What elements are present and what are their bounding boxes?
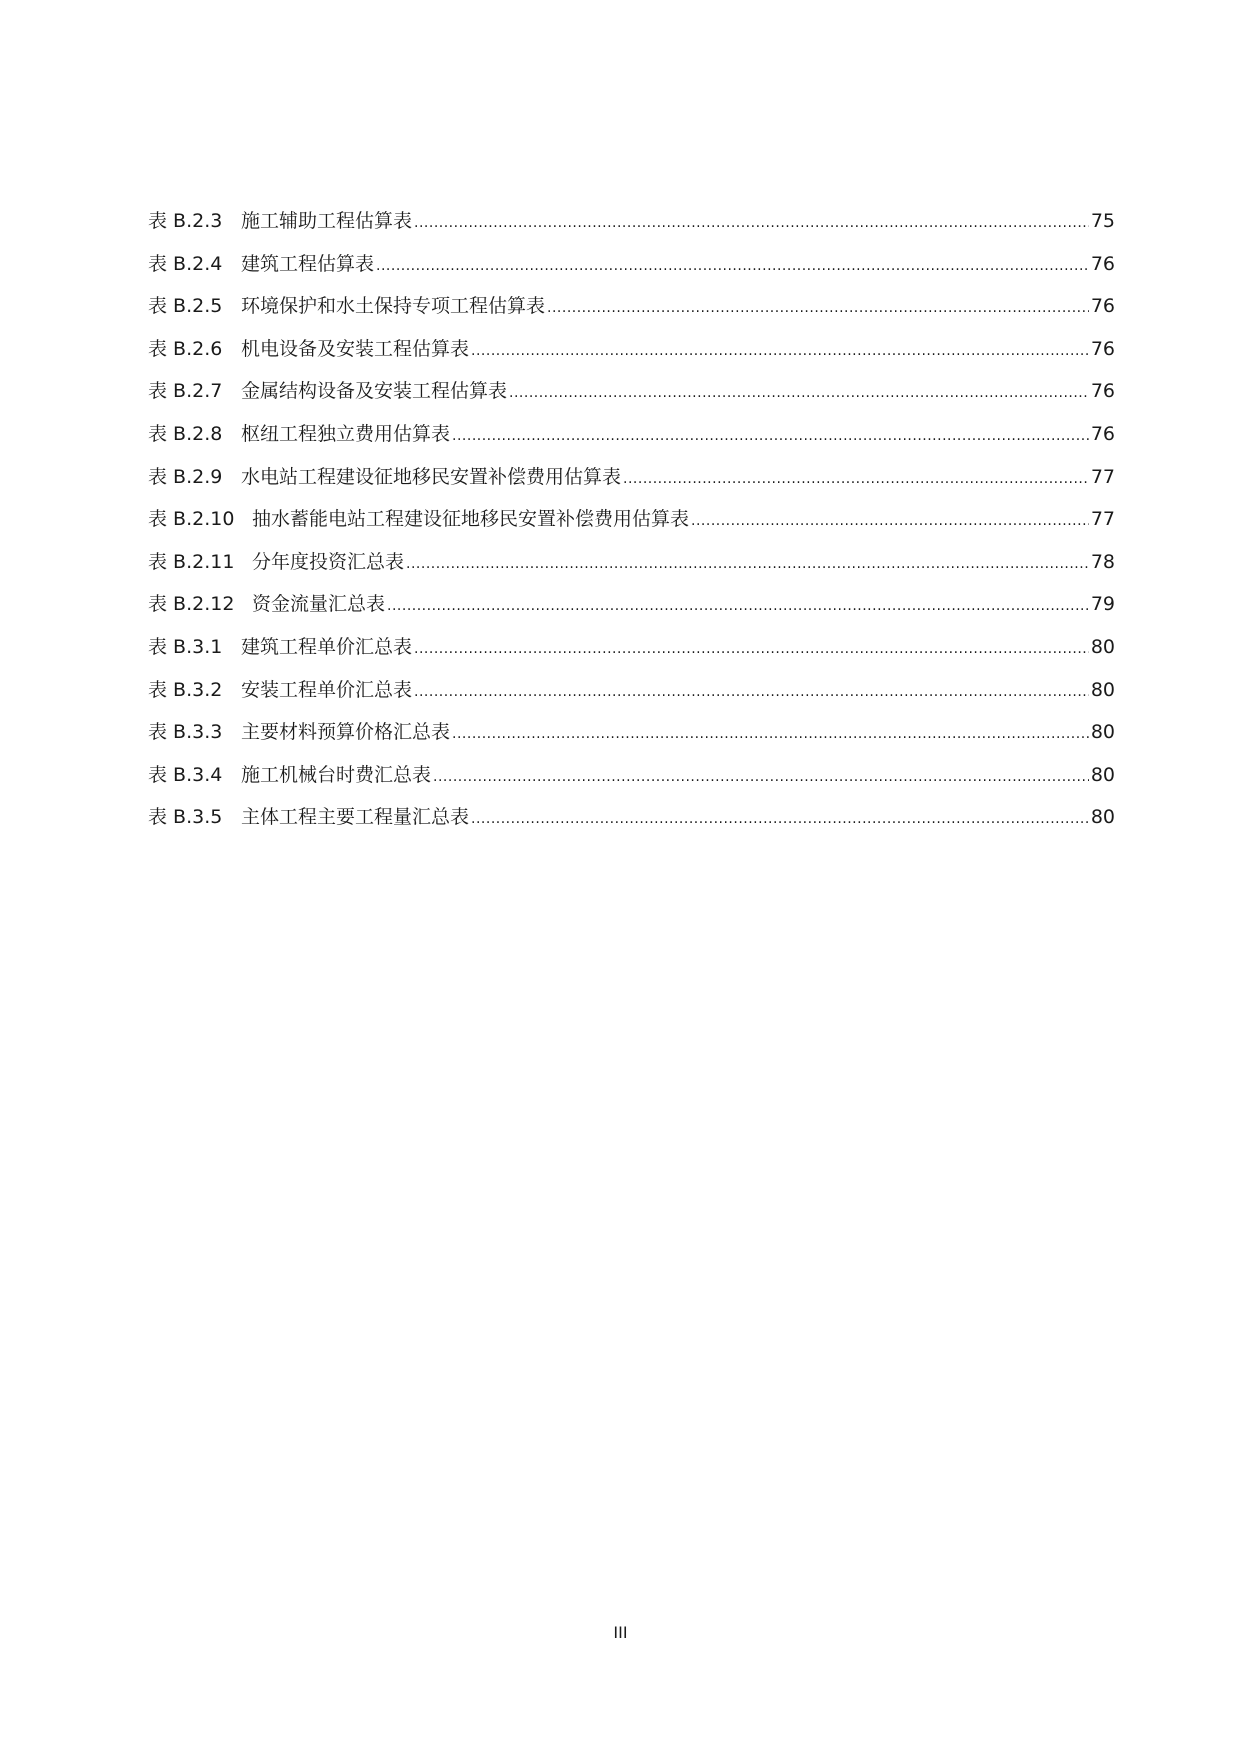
toc-entry[interactable]	[148, 370, 1115, 413]
toc-entry-title: 建筑工程单价汇总表	[241, 635, 413, 658]
toc-entry[interactable]	[148, 669, 1115, 712]
toc-entry-title: 施工机械台时费汇总表	[241, 763, 432, 786]
toc-leader-dots	[623, 458, 1089, 501]
toc-leader-dots	[452, 713, 1089, 756]
toc-entry[interactable]	[148, 413, 1115, 456]
toc-leader-dots	[547, 287, 1089, 330]
toc-entry[interactable]	[148, 754, 1115, 797]
page-number: III	[613, 1623, 628, 1642]
toc-entry-number: 表 B.3.2	[148, 678, 223, 701]
toc-entry-title: 建筑工程估算表	[241, 252, 375, 275]
toc-entry-page: 80	[1090, 635, 1115, 658]
toc-entry-page: 79	[1090, 593, 1115, 616]
toc-entry-page: 76	[1090, 295, 1115, 318]
toc-leader-dots	[376, 245, 1089, 288]
toc-entry[interactable]	[148, 200, 1115, 243]
toc-entry-title: 分年度投资汇总表	[252, 550, 405, 573]
toc-entry-number: 表 B.2.3	[148, 210, 223, 232]
toc-leader-dots	[414, 671, 1089, 714]
toc-entry[interactable]	[148, 243, 1115, 286]
toc-leader-dots	[433, 756, 1089, 799]
toc-entry-title: 水电站工程建设征地移民安置补偿费用估算表	[241, 465, 622, 488]
toc-entry-title: 主要材料预算价格汇总表	[241, 721, 451, 744]
toc-entry-number: 表 B.2.4	[148, 252, 223, 275]
toc-leader-dots	[414, 628, 1089, 671]
toc-entry-page: 77	[1090, 465, 1115, 488]
toc-entry-page: 78	[1090, 550, 1115, 573]
toc-leader-dots	[406, 543, 1089, 586]
toc-entry-number: 表 B.2.6	[148, 337, 223, 360]
toc-entry-number: 表 B.2.9	[148, 465, 223, 488]
toc-leader-dots	[509, 372, 1089, 415]
table-of-contents	[148, 200, 1115, 839]
toc-leader-dots	[691, 500, 1089, 543]
toc-leader-dots	[452, 415, 1089, 458]
toc-entry-number: 表 B.2.12	[148, 593, 235, 616]
toc-entry-page: 80	[1090, 678, 1115, 701]
toc-entry-title: 安装工程单价汇总表	[241, 678, 413, 701]
toc-entry-title: 主体工程主要工程量汇总表	[241, 806, 470, 829]
toc-entry-number: 表 B.3.3	[148, 721, 223, 744]
toc-entry-number: 表 B.2.5	[148, 295, 223, 318]
toc-entry-page: 75	[1090, 210, 1115, 232]
toc-entry-title: 环境保护和水土保持专项工程估算表	[241, 295, 546, 318]
toc-entry[interactable]	[148, 796, 1115, 839]
toc-entry-title: 施工辅助工程估算表	[241, 210, 413, 232]
toc-entry-number: 表 B.2.8	[148, 422, 223, 445]
toc-entry-title: 资金流量汇总表	[252, 593, 386, 616]
toc-entry-page: 80	[1090, 763, 1115, 786]
toc-entry-page: 76	[1090, 380, 1115, 403]
toc-leader-dots	[471, 798, 1089, 841]
toc-entry[interactable]	[148, 626, 1115, 669]
toc-entry-number: 表 B.3.4	[148, 763, 223, 786]
toc-entry[interactable]	[148, 328, 1115, 371]
toc-entry-page: 76	[1090, 337, 1115, 360]
toc-entry-number: 表 B.2.11	[148, 550, 235, 573]
toc-entry-page: 80	[1090, 721, 1115, 744]
toc-entry-page: 76	[1090, 422, 1115, 445]
toc-leader-dots	[471, 330, 1089, 373]
toc-entry[interactable]	[148, 285, 1115, 328]
toc-entry-title: 金属结构设备及安装工程估算表	[241, 380, 508, 403]
toc-entry[interactable]	[148, 711, 1115, 754]
toc-entry-number: 表 B.2.7	[148, 380, 223, 403]
toc-entry[interactable]	[148, 498, 1115, 541]
toc-leader-dots	[414, 202, 1089, 245]
toc-entry-title: 抽水蓄能电站工程建设征地移民安置补偿费用估算表	[252, 508, 690, 531]
toc-entry-number: 表 B.3.1	[148, 635, 223, 658]
toc-entry[interactable]	[148, 541, 1115, 584]
toc-entry-page: 77	[1090, 508, 1115, 531]
toc-entry-title: 机电设备及安装工程估算表	[241, 337, 470, 360]
toc-entry[interactable]	[148, 456, 1115, 499]
toc-leader-dots	[387, 585, 1089, 628]
toc-entry-page: 76	[1090, 252, 1115, 275]
toc-entry-number: 表 B.2.10	[148, 508, 235, 531]
toc-entry[interactable]	[148, 583, 1115, 626]
toc-entry-title: 枢纽工程独立费用估算表	[241, 422, 451, 445]
toc-entry-number: 表 B.3.5	[148, 806, 223, 829]
toc-entry-page: 80	[1090, 806, 1115, 829]
